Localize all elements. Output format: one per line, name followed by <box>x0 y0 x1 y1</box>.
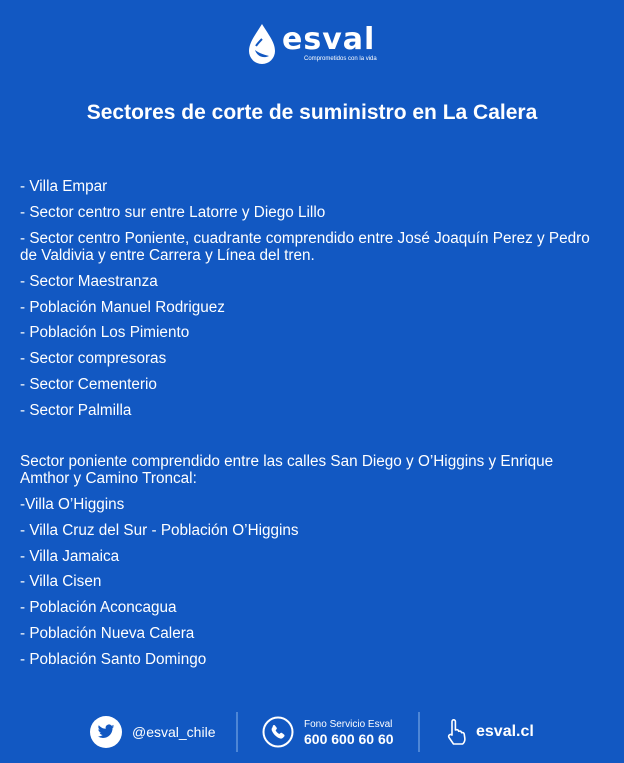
list-item: - Población Aconcagua <box>20 599 177 617</box>
footer-divider <box>236 712 238 752</box>
website-link[interactable] <box>444 704 534 760</box>
list-item: - Sector Cementerio <box>20 376 157 394</box>
esval-logo <box>246 22 386 68</box>
list-item: - Villa Cisen <box>20 573 102 591</box>
list-item: - Sector Palmilla <box>20 401 132 419</box>
sector-content <box>20 178 600 677</box>
brand-name: esval <box>282 22 376 57</box>
footer-divider <box>418 712 420 752</box>
sector-list-1 <box>20 178 600 419</box>
brand-tagline: Comprometidos con la vida <box>304 56 377 62</box>
website-url: esval.cl <box>476 723 534 740</box>
list-item: - Sector Maestranza <box>20 272 158 290</box>
list-item: - Sector centro Poniente, cuadrante comprendido entre José Joaquín Perez y Pedro de Valdivia y entre Carrera y Línea del tren. <box>20 229 590 265</box>
list-item: - Población Manuel Rodriguez <box>20 298 225 316</box>
list-item: -Villa O’Higgins <box>20 495 125 513</box>
list-item: - Villa Jamaica <box>20 547 120 565</box>
phone-label: Fono Servicio Esval <box>304 719 393 730</box>
list-item: - Población Nueva Calera <box>20 624 195 642</box>
list-item: - Población Santo Domingo <box>20 650 207 668</box>
pointer-hand-icon <box>444 718 468 746</box>
list-item: - Villa Cruz del Sur - Población O’Higgins <box>20 521 299 539</box>
phone-icon <box>262 716 294 748</box>
page-title: Sectores de corte de suministro en La Calera <box>86 101 538 124</box>
phone-contact[interactable] <box>262 704 394 760</box>
sector-list-2 <box>20 496 600 668</box>
list-item: - Sector centro sur entre Latorre y Diego Lillo <box>20 203 326 221</box>
list-item: - Sector compresoras <box>20 350 167 368</box>
twitter-bird-icon <box>90 716 122 748</box>
twitter-link[interactable] <box>90 704 215 760</box>
list-item: - Población Los Pimiento <box>20 324 190 342</box>
twitter-handle: @esval_chile <box>132 724 216 740</box>
phone-number: 600 600 60 60 <box>304 731 394 747</box>
list-item: - Villa Empar <box>20 178 108 195</box>
footer <box>0 704 624 760</box>
sector-intro: Sector poniente comprendido entre las calles San Diego y O’Higgins y Enrique Amthor y Camino Troncal: <box>20 452 554 488</box>
water-drop-icon <box>246 22 278 66</box>
phone-info <box>304 718 394 746</box>
